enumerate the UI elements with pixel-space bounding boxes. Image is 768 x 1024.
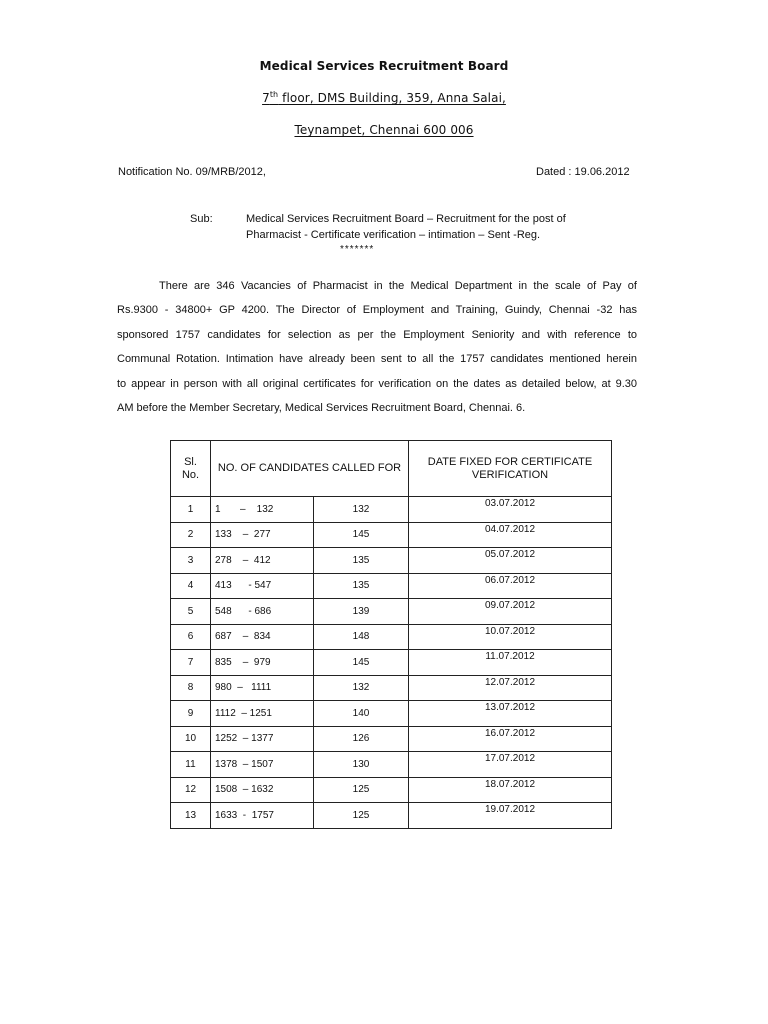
candidate-range-cell: 1378 – 1507	[211, 752, 314, 778]
header-candidates-called: NO. OF CANDIDATES CALLED FOR	[211, 441, 409, 497]
verification-date-cell: 17.07.2012	[409, 752, 612, 778]
table-header-row	[171, 441, 612, 497]
notification-number: Notification No. 09/MRB/2012,	[118, 166, 266, 178]
candidate-range-cell: 133 – 277	[211, 522, 314, 548]
sl-no-cell: 2	[171, 522, 211, 548]
sl-no-cell: 13	[171, 803, 211, 829]
subject-line-2: Pharmacist - Certificate verification – intimation – Sent -Reg.	[246, 229, 541, 241]
table-row	[171, 573, 612, 599]
address-city: Teynampet, Chennai 600 006	[294, 123, 474, 137]
address-street: floor, DMS Building, 359, Anna Salai,	[278, 91, 506, 105]
verification-date-cell: 12.07.2012	[409, 675, 612, 701]
verification-date-cell: 03.07.2012	[409, 497, 612, 523]
body-line: AM before the Member Secretary, Medical Services Recruitment Board, Chennai. 6.	[117, 402, 526, 415]
sl-no-cell: 8	[171, 675, 211, 701]
table-row	[171, 777, 612, 803]
verification-date-cell: 10.07.2012	[409, 624, 612, 650]
candidate-count-cell: 125	[314, 803, 409, 829]
header-verification-date: DATE FIXED FOR CERTIFICATE VERIFICATION	[409, 441, 612, 497]
verification-schedule-table	[170, 440, 612, 829]
sl-no-cell: 11	[171, 752, 211, 778]
subject-separator-stars: *******	[340, 244, 375, 255]
candidate-count-cell: 148	[314, 624, 409, 650]
verification-date-cell: 05.07.2012	[409, 548, 612, 574]
sl-no-cell: 3	[171, 548, 211, 574]
table-row	[171, 624, 612, 650]
candidate-range-cell: 1508 – 1632	[211, 777, 314, 803]
candidate-count-cell: 132	[314, 497, 409, 523]
address-line-1	[0, 91, 768, 105]
sl-no-cell: 6	[171, 624, 211, 650]
sl-no-cell: 1	[171, 497, 211, 523]
table-row	[171, 726, 612, 752]
verification-date-cell: 16.07.2012	[409, 726, 612, 752]
notification-date: Dated : 19.06.2012	[536, 166, 630, 178]
candidate-count-cell: 125	[314, 777, 409, 803]
subject-line-1: Medical Services Recruitment Board – Recruitment for the post of	[246, 213, 566, 225]
body-line: Communal Rotation. Intimation have already been sent to all the 1757 candidates mentioned herein	[117, 353, 637, 366]
body-line: to appear in person with all original certificates for verification on the dates as detailed below, at 9.30	[117, 377, 637, 390]
candidate-count-cell: 139	[314, 599, 409, 625]
address-line-2	[0, 123, 768, 137]
sl-no-cell: 7	[171, 650, 211, 676]
sl-no-cell: 4	[171, 573, 211, 599]
candidate-range-cell: 278 – 412	[211, 548, 314, 574]
candidate-count-cell: 132	[314, 675, 409, 701]
table-row	[171, 675, 612, 701]
candidate-count-cell: 145	[314, 650, 409, 676]
candidate-count-cell: 135	[314, 573, 409, 599]
body-line: There are 346 Vacancies of Pharmacist in the Medical Department in the scale of Pay of	[159, 280, 637, 292]
candidate-count-cell: 135	[314, 548, 409, 574]
body-paragraph	[117, 274, 637, 420]
candidate-count-cell: 126	[314, 726, 409, 752]
verification-date-cell: 19.07.2012	[409, 803, 612, 829]
header-sl-no: Sl. No.	[171, 441, 211, 497]
candidate-range-cell: 413 - 547	[211, 573, 314, 599]
table-row	[171, 752, 612, 778]
candidate-range-cell: 980 – 1111	[211, 675, 314, 701]
candidate-count-cell: 130	[314, 752, 409, 778]
candidate-range-cell: 1252 – 1377	[211, 726, 314, 752]
table-row	[171, 497, 612, 523]
verification-date-cell: 06.07.2012	[409, 573, 612, 599]
verification-date-cell: 13.07.2012	[409, 701, 612, 727]
verification-date-cell: 11.07.2012	[409, 650, 612, 676]
candidate-range-cell: 835 – 979	[211, 650, 314, 676]
verification-date-cell: 18.07.2012	[409, 777, 612, 803]
table-row	[171, 803, 612, 829]
verification-date-cell: 04.07.2012	[409, 522, 612, 548]
verification-date-cell: 09.07.2012	[409, 599, 612, 625]
table-body	[171, 497, 612, 829]
candidate-range-cell: 687 – 834	[211, 624, 314, 650]
sl-no-cell: 10	[171, 726, 211, 752]
candidate-count-cell: 140	[314, 701, 409, 727]
body-line: sponsored 1757 candidates for selection as per the Employment Seniority and with reference to	[117, 328, 637, 341]
candidate-count-cell: 145	[314, 522, 409, 548]
board-title: Medical Services Recruitment Board	[259, 59, 509, 73]
candidate-range-cell: 1633 - 1757	[211, 803, 314, 829]
table-row	[171, 701, 612, 727]
body-line: Rs.9300 - 34800+ GP 4200. The Director of Employment and Training, Guindy, Chennai -32 has	[117, 304, 637, 317]
sl-no-cell: 5	[171, 599, 211, 625]
subject-label: Sub:	[190, 213, 213, 225]
address-floor-suffix: th	[269, 90, 279, 99]
table-row	[171, 599, 612, 625]
candidate-range-cell: 548 - 686	[211, 599, 314, 625]
table-row	[171, 522, 612, 548]
table-row	[171, 650, 612, 676]
sl-no-cell: 12	[171, 777, 211, 803]
candidate-range-cell: 1 – 132	[211, 497, 314, 523]
sl-no-cell: 9	[171, 701, 211, 727]
table-row	[171, 548, 612, 574]
candidate-range-cell: 1112 – 1251	[211, 701, 314, 727]
address-floor-number: 7	[262, 91, 270, 105]
